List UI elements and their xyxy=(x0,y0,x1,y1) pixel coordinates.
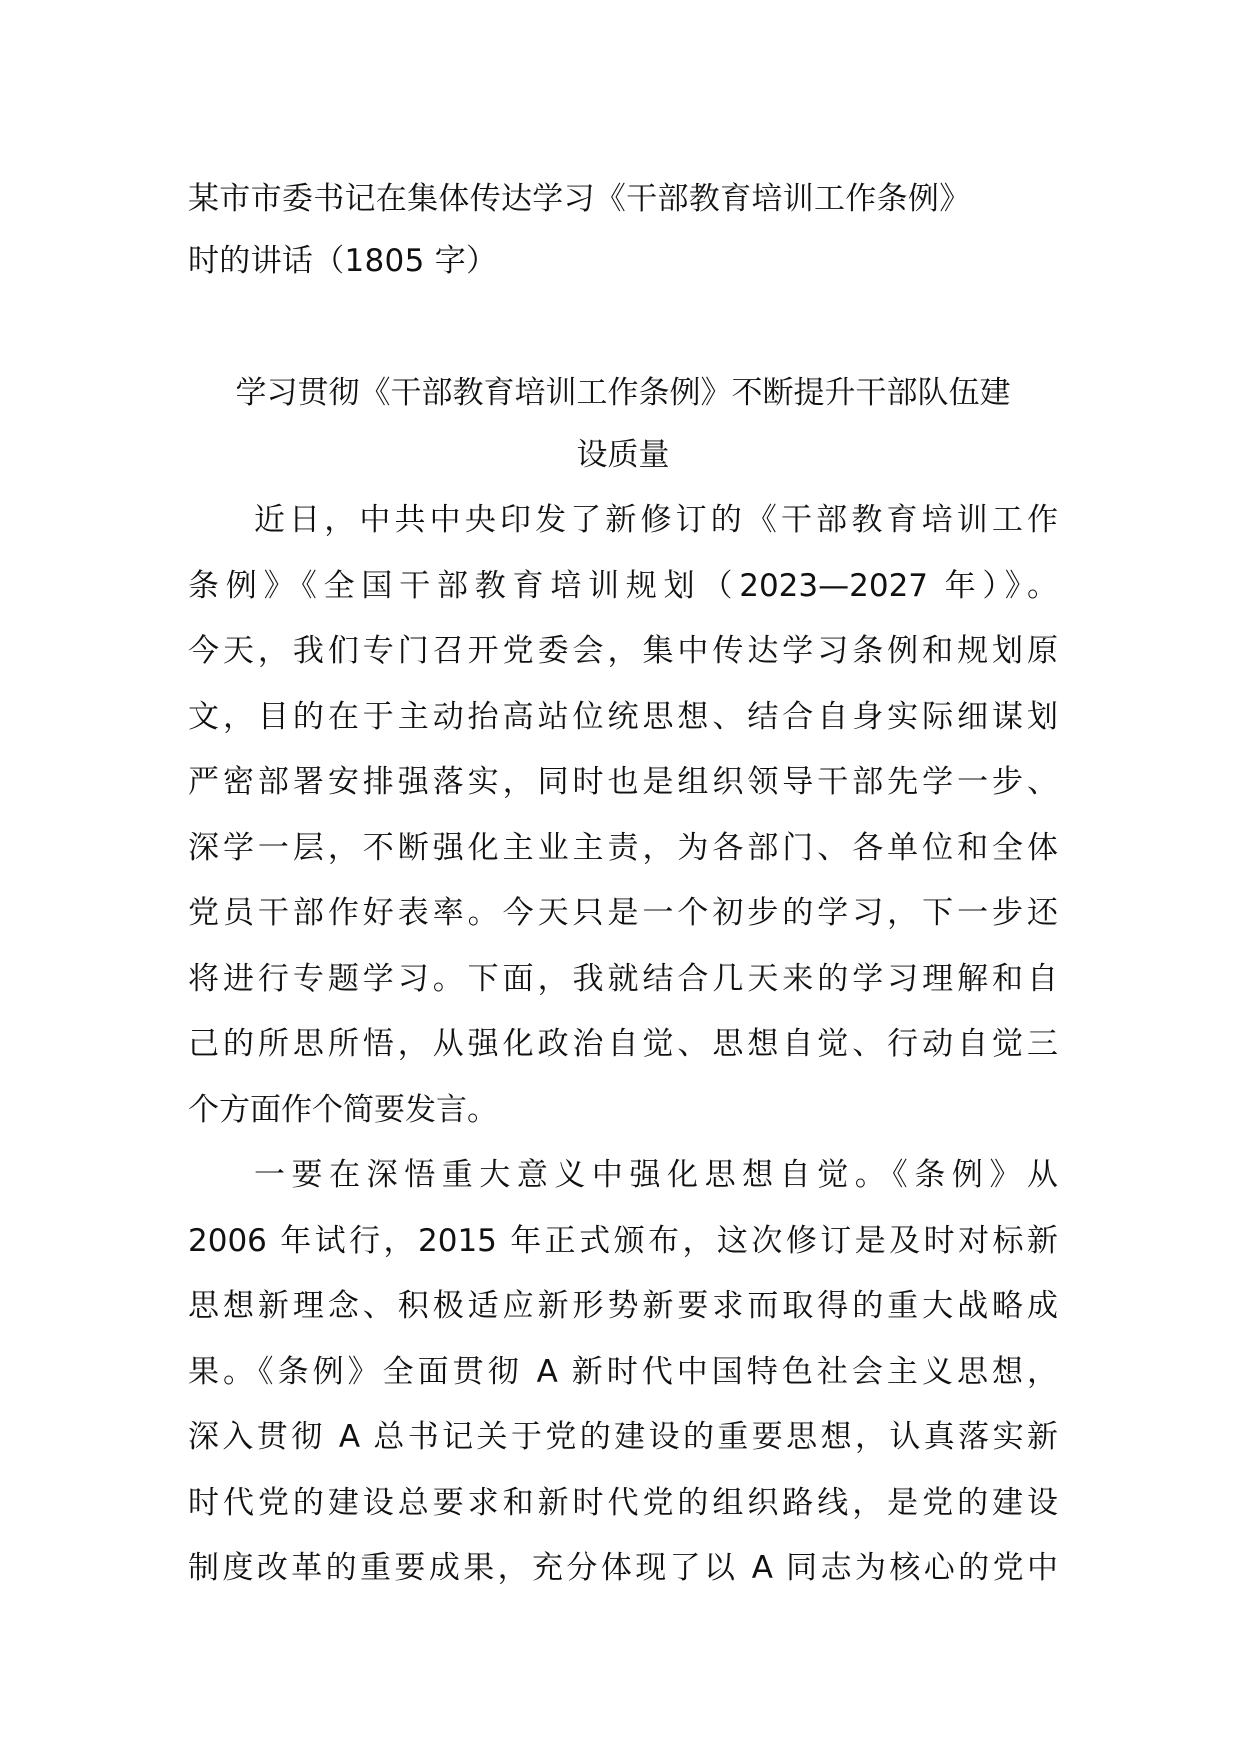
paragraph-line: 思想新理念、积极适应新形势新要求而取得的重大战略成 xyxy=(188,1288,1058,1324)
paragraph-line: 个方面作个简要发言。 xyxy=(188,1091,498,1128)
paragraph-intro xyxy=(188,488,1058,1143)
paragraph-line: 时代党的建设总要求和新时代党的组织路线，是党的建设 xyxy=(188,1484,1058,1521)
paragraph-line: 将进行专题学习。下面，我就结合几天来的学习理解和自 xyxy=(188,960,1058,997)
heading-line: 某市市委书记在集体传达学习《干部教育培训工作条例》 xyxy=(188,181,971,217)
paragraph-line: 条例》《全国干部教育培训规划（2023—2027 年）》。 xyxy=(188,567,1058,604)
paragraph-line: 今天，我们专门召开党委会，集中传达学习条例和规划原 xyxy=(188,633,1058,669)
title-line: 设质量 xyxy=(576,437,670,473)
paragraph-section-one xyxy=(188,1143,1058,1602)
title-line: 学习贯彻《干部教育培训工作条例》不断提升干部队伍建 xyxy=(235,375,1011,411)
paragraph-line: 己的所思所悟，从强化政治自觉、思想自觉、行动自觉三 xyxy=(188,1026,1058,1062)
paragraph-line: 2006 年试行，2015 年正式颁布，这次修订是及时对标新 xyxy=(188,1222,1058,1259)
paragraph-line: 近日，中共中央印发了新修订的《干部教育培训工作 xyxy=(254,502,1058,538)
heading-line: 时的讲话（1805 字） xyxy=(188,243,498,279)
paragraph-line: 党员干部作好表率。今天只是一个初步的学习，下一步还 xyxy=(188,895,1058,931)
document-heading xyxy=(188,168,1058,292)
paragraph-line: 制度改革的重要成果，充分体现了以 A 同志为核心的党中 xyxy=(188,1550,1058,1586)
paragraph-line: 文，目的在于主动抬高站位统思想、结合自身实际细谋划 xyxy=(188,698,1058,735)
paragraph-line: 深入贯彻 A 总书记关于党的建设的重要思想，认真落实新 xyxy=(188,1419,1058,1455)
paragraph-line: 深学一层，不断强化主业主责，为各部门、各单位和全体 xyxy=(188,829,1058,866)
article-body xyxy=(188,488,1058,1602)
paragraph-line: 一要在深悟重大意义中强化思想自觉。《条例》从 xyxy=(254,1157,1058,1193)
paragraph-line: 果。《条例》全面贯彻 A 新时代中国特色社会主义思想， xyxy=(188,1353,1058,1390)
article-title xyxy=(188,362,1058,486)
paragraph-line: 严密部署安排强落实，同时也是组织领导干部先学一步、 xyxy=(188,764,1058,800)
